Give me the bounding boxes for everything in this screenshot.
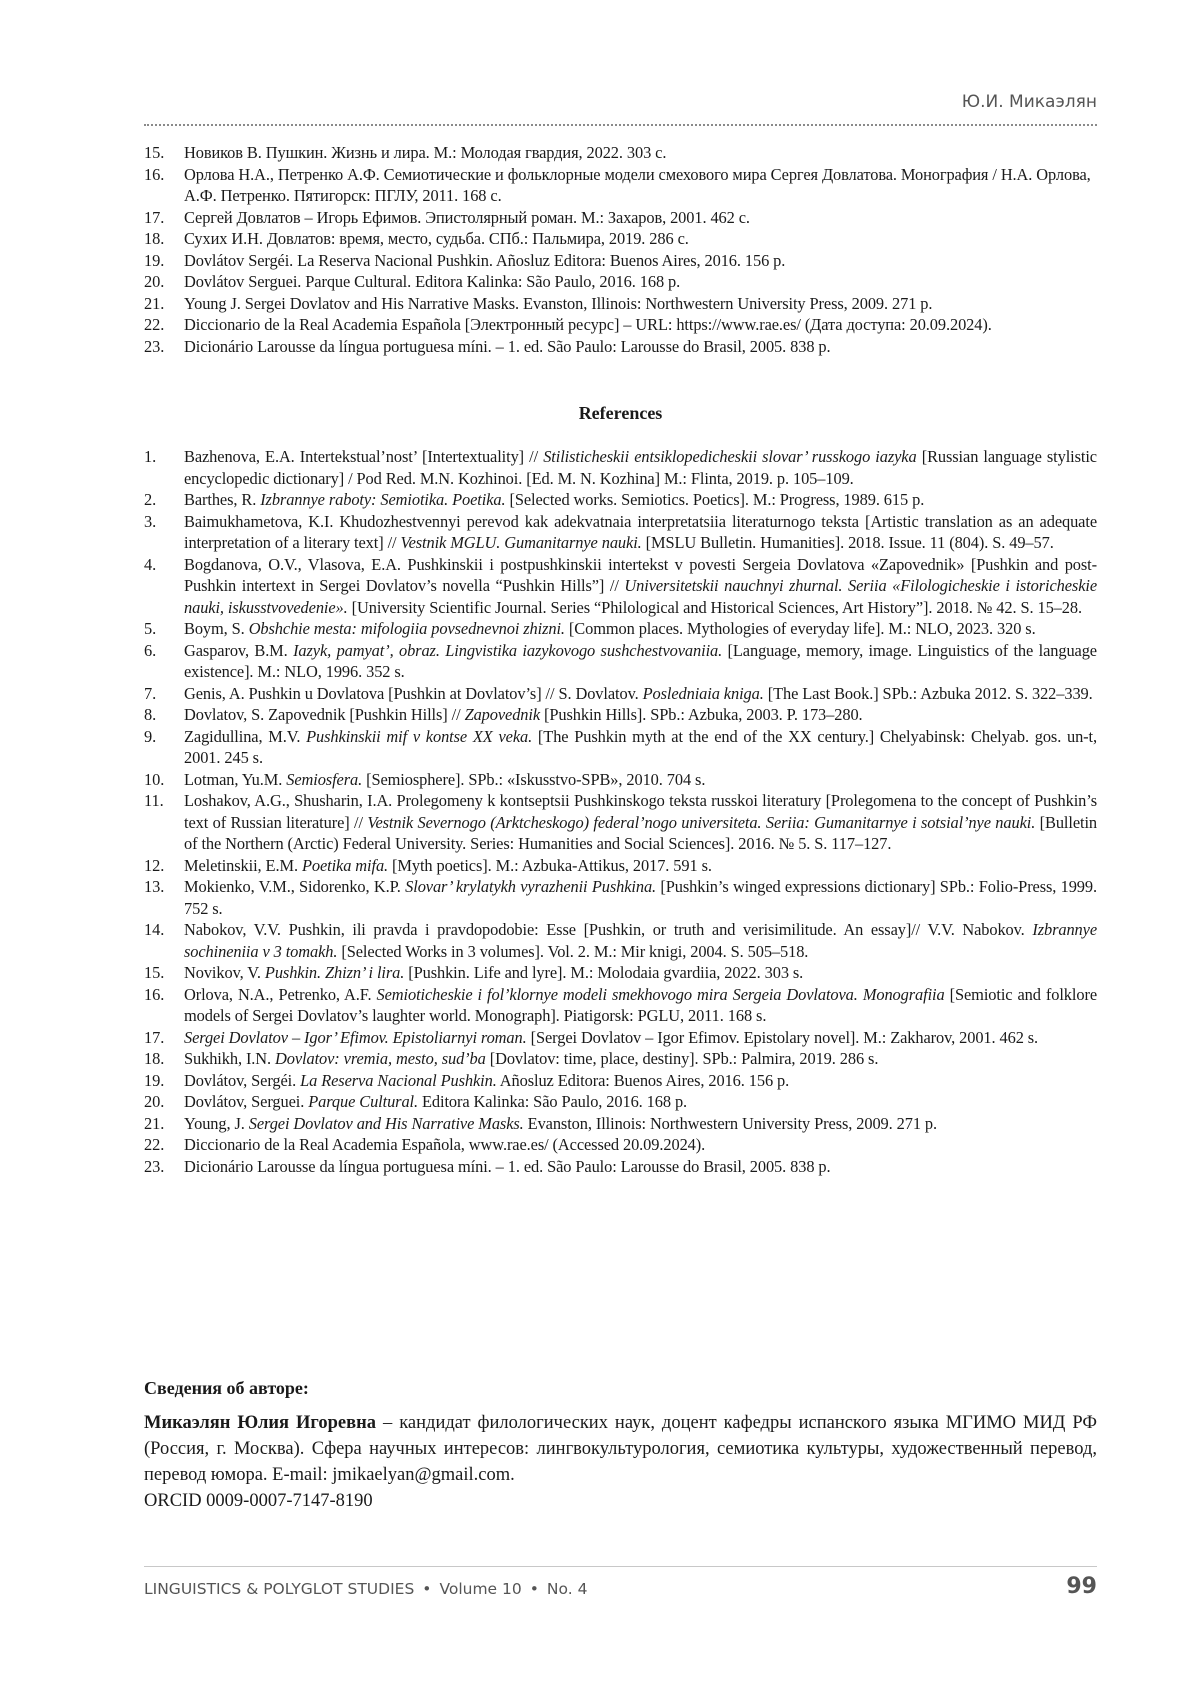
reference-text: [The Pushkin myth at the end of the XX century.] Chelyabinsk: Chelyab. gos. un-t, 2001. 245 s. (184, 726, 1097, 767)
reference-number: 15. (144, 143, 165, 162)
reference-text: Baimukhametova, K.I. Khudozhestvennyi perevod kak adekvatnaia interpretatsiia literaturnogo teksta [Artistic translation as an adequate interpretation of a literary text] // (184, 511, 1097, 552)
reference-text: [Pushkin. Life and lyre]. M.: Molodaia gvardiia, 2022. 303 s. (404, 963, 804, 982)
english-reference-entry (144, 489, 1097, 511)
english-reference-entry (144, 876, 1097, 919)
english-reference-entry (144, 511, 1097, 554)
reference-text: Mokienko, V.M., Sidorenko, K.P. (184, 877, 406, 896)
reference-text: Dovlátov, Sergéi. (184, 1070, 301, 1090)
english-reference-entry (144, 855, 1097, 877)
english-reference-entry (144, 984, 1097, 1027)
reference-number: 23. (144, 336, 165, 356)
reference-text: Barthes, R. (184, 490, 261, 509)
reference-title-italic: Izbrannye sochineniia v 3 tomakh. (184, 920, 1097, 961)
reference-text: Dicionário Larousse da língua portuguesa míni. – 1. ed. São Paulo: Larousse do Brasil, 2005. 838 p. (184, 1156, 831, 1176)
reference-text: [MSLU Bulletin. Humanities]. 2018. Issue. 11 (804). S. 49–57. (641, 533, 1054, 552)
author-name: Микаэлян Юлия Игоревна (144, 1413, 377, 1433)
reference-title-italic: Obshchie mesta: mifologiia povsednevnoi zhizni. (248, 619, 565, 638)
english-reference-entry (144, 1091, 1097, 1113)
english-reference-entry (144, 1027, 1097, 1049)
reference-title-italic: Zapovednik (464, 705, 541, 724)
russian-reference-entry (144, 164, 1097, 207)
reference-title-italic: Vestnik MGLU. Gumanitarnye nauki. (400, 533, 642, 552)
reference-text: Young, J. (184, 1113, 249, 1133)
english-reference-entry (144, 640, 1097, 683)
reference-text: [University Scientific Journal. Series “Philological and Historical Sciences, Art History”]. 2018. № 42. S. 15–28. (347, 597, 1082, 617)
reference-text: [Selected works. Semiotics. Poetics]. M.: Progress, 1989. 615 p. (505, 490, 925, 509)
english-reference-entry (144, 726, 1097, 769)
reference-text: [Common places. Mythologies of everyday life]. M.: NLO, 2023. 320 s. (564, 619, 1036, 638)
reference-text: [The Last Book.] SPb.: Azbuka 2012. S. 322–339. (763, 683, 1093, 703)
english-reference-entry (144, 1156, 1097, 1178)
reference-number: 6. (144, 640, 157, 660)
header-divider (144, 124, 1097, 126)
english-reference-entry (144, 1113, 1097, 1135)
english-reference-entry (144, 769, 1097, 791)
reference-title-italic: Izbrannye raboty: Semiotika. Poetika. (260, 490, 506, 509)
reference-title-italic: Poetika mifa. (301, 855, 389, 875)
english-reference-entry (144, 1134, 1097, 1156)
reference-text: Editora Kalinka: São Paulo, 2016. 168 p. (418, 1092, 688, 1111)
reference-number: 20. (144, 272, 165, 291)
reference-text: [Myth poetics]. M.: Azbuka-Attikus, 2017. 591 s. (388, 855, 712, 875)
reference-number: 19. (144, 1070, 165, 1090)
reference-text: Diccionario de la Real Academia Española, www.rae.es/ (Accessed 20.09.2024). (184, 1135, 706, 1154)
reference-number: 16. (144, 984, 165, 1004)
reference-number: 17. (144, 207, 165, 227)
russian-reference-entry (144, 336, 1097, 358)
reference-number: 7. (144, 683, 157, 703)
reference-text: Dovlátov Serguei. Parque Cultural. Editora Kalinka: São Paulo, 2016. 168 p. (184, 272, 681, 291)
russian-reference-entry (144, 314, 1097, 336)
reference-text: Young J. Sergei Dovlatov and His Narrative Masks. Evanston, Illinois: Northwestern University Press, 2009. 271 p. (184, 293, 933, 313)
footer-divider (144, 1566, 1097, 1567)
reference-title-italic: Slovar’ krylatykh vyrazhenii Pushkina. (405, 877, 657, 896)
reference-text: [Russian language stylistic encyclopedic dictionary] / Pod Red. M.N. Kozhinoi. [Ed. M. N. Kozhina] M.: Flinta, 2019. p. 105–109. (184, 447, 1097, 488)
reference-text: [Pushkin’s winged expressions dictionary] SPb.: Folio-Press, 1999. 752 s. (184, 877, 1097, 918)
russian-reference-entry (144, 293, 1097, 315)
reference-text: Новиков В. Пушкин. Жизнь и лира. М.: Молодая гвардия, 2022. 303 с. (184, 143, 667, 162)
russian-reference-entry (144, 142, 1097, 164)
reference-number: 19. (144, 250, 165, 270)
author-orcid: ORCID 0009-0007-7147-8190 (144, 1491, 373, 1511)
reference-number: 22. (144, 315, 165, 334)
reference-number: 11. (144, 791, 164, 810)
reference-text: Genis, A. Pushkin u Dovlatova [Pushkin at Dovlatov’s] // S. Dovlatov. (184, 683, 643, 703)
reference-number: 13. (144, 877, 165, 896)
reference-title-italic: Sergei Dovlatov and His Narrative Masks. (248, 1113, 524, 1133)
reference-title-italic: Vestnik Severnogo (Arktcheskogo) federal’nogo universiteta. Seriia: Gumanitarnye i sotsial’nye nauki. (367, 812, 1036, 832)
reference-text: Сухих И.Н. Довлатов: время, место, судьба. СПб.: Пальмира, 2019. 286 с. (184, 229, 689, 248)
footer-journal-info (144, 1580, 587, 1598)
english-reference-list (144, 446, 1097, 1177)
author-bio: – кандидат филологических наук, доцент кафедры испанского языка МГИМО МИД РФ (Россия, г. Москва). Сфера научных интересов: лингвокультурология, семиотика культуры, художественный перевод, перевод юмора. E-mail: jmikaelyan@gmail.com. (144, 1413, 1097, 1485)
reference-number: 3. (144, 511, 157, 531)
russian-reference-entry (144, 207, 1097, 229)
reference-number: 17. (144, 1027, 165, 1047)
reference-text: Dovlátov Sergéi. La Reserva Nacional Pushkin. Añosluz Editora: Buenos Aires, 2016. 156 p. (184, 250, 786, 270)
reference-title-italic: Parque Cultural. (308, 1092, 418, 1111)
reference-title-italic: Dovlatov: vremia, mesto, sud’ba (275, 1049, 486, 1068)
english-reference-entry (144, 1048, 1097, 1070)
running-head-author: Ю.И. Микаэлян (961, 92, 1097, 112)
reference-text: Diccionario de la Real Academia Española [Электронный ресурс] – URL: https://www.rae.es/ (Дата доступа: 20.09.2024). (184, 315, 992, 334)
reference-text: Meletinskii, E.M. (184, 855, 302, 875)
reference-text: [Dovlatov: time, place, destiny]. SPb.: Palmira, 2019. 286 s. (485, 1049, 879, 1068)
reference-title-italic: Pushkinskii mif v kontse XX veka. (306, 726, 533, 746)
reference-number: 20. (144, 1092, 165, 1111)
russian-reference-entry (144, 228, 1097, 250)
references-heading: References (578, 403, 663, 423)
reference-title-italic: La Reserva Nacional Pushkin. (300, 1070, 497, 1090)
reference-text: Nabokov, V.V. Pushkin, ili pravda i pravdopodobie: Esse [Pushkin, or truth and verisimilitude. An essay]// V.V. Nabokov. (184, 920, 1033, 939)
reference-text: Evanston, Illinois: Northwestern University Press, 2009. 271 p. (523, 1113, 938, 1133)
reference-text: Dicionário Larousse da língua portuguesa míni. – 1. ed. São Paulo: Larousse do Brasil, 2005. 838 p. (184, 336, 831, 356)
reference-text: Dovlatov, S. Zapovednik [Pushkin Hills] // (184, 705, 465, 724)
english-reference-entry (144, 919, 1097, 962)
reference-text: [Sergei Dovlatov – Igor Efimov. Epistolary novel]. M.: Zakharov, 2001. 462 s. (526, 1027, 1039, 1047)
journal-volume: Volume 10 (439, 1580, 522, 1598)
reference-number: 1. (144, 447, 157, 466)
separator-dot: • (422, 1580, 432, 1598)
reference-title-italic: Pushkin. Zhizn’ i lira. (264, 963, 405, 982)
reference-text: Loshakov, A.G., Shusharin, I.A. Prolegomeny k kontseptsii Pushkinskogo teksta russkoi literatury [Prolegomena to the concept of Pushkin’s text of Russian literature] // (184, 791, 1097, 832)
reference-title-italic: Iazyk, pamyat’, obraz. Lingvistika iazykovogo sushchestvovaniia. (293, 640, 723, 660)
reference-text: [Semiotic and folklore models of Sergei Dovlatov’s laughter world. Monograph]. Piatigorsk: PGLU, 2011. 168 s. (184, 984, 1097, 1025)
russian-reference-entry (144, 271, 1097, 293)
reference-text: Zagidullina, M.V. (184, 726, 307, 746)
english-reference-entry (144, 554, 1097, 619)
reference-text: Novikov, V. (184, 963, 265, 982)
reference-text: Bazhenova, E.A. Intertekstual’nost’ [Intertextuality] // (184, 447, 544, 466)
reference-number: 15. (144, 963, 165, 982)
reference-text: [Bulletin of the Northern (Arctic) Federal University. Series: Humanities and Social Sciences]. 2016. № 5. S. 117–127. (184, 812, 1098, 853)
reference-number: 12. (144, 855, 165, 875)
english-reference-entry (144, 704, 1097, 726)
reference-number: 4. (144, 554, 157, 574)
reference-title-italic: Posledniaia kniga. (642, 683, 764, 703)
english-reference-entry (144, 1070, 1097, 1092)
reference-text: Sukhikh, I.N. (184, 1049, 276, 1068)
journal-name: LINGUISTICS & POLYGLOT STUDIES (144, 1580, 415, 1598)
reference-number: 23. (144, 1156, 165, 1176)
russian-reference-entry (144, 250, 1097, 272)
russian-reference-list (144, 142, 1097, 357)
separator-dot: • (529, 1580, 539, 1598)
reference-text: Сергей Довлатов – Игорь Ефимов. Эпистолярный роман. М.: Захаров, 2001. 462 с. (184, 207, 750, 227)
reference-text: Boym, S. (184, 619, 249, 638)
reference-text: Orlova, N.A., Petrenko, A.F. (184, 984, 377, 1004)
reference-number: 2. (144, 490, 157, 509)
reference-number: 14. (144, 920, 165, 939)
reference-text: Орлова Н.А., Петренко А.Ф. Семиотические и фольклорные модели смехового мира Сергея Довлатова. Монография / Н.А. Орлова, А.Ф. Петренко. Пятигорск: ПГЛУ, 2011. 168 с. (184, 164, 1091, 205)
reference-number: 21. (144, 1113, 165, 1133)
author-info (144, 1410, 1097, 1514)
reference-text: [Language, memory, image. Linguistics of the language existence]. M.: NLO, 1996. 352 s. (184, 640, 1097, 681)
author-info-heading: Сведения об авторе: (144, 1378, 309, 1398)
reference-text: Lotman, Yu.M. (184, 769, 287, 789)
reference-number: 10. (144, 769, 165, 789)
english-reference-entry (144, 446, 1097, 489)
journal-issue: No. 4 (546, 1580, 588, 1598)
reference-number: 8. (144, 705, 157, 724)
reference-text: Dovlátov, Serguei. (184, 1092, 309, 1111)
reference-title-italic: Stilisticheskii entsiklopedicheskii slovar’ russkogo iazyka (543, 447, 917, 466)
reference-number: 16. (144, 164, 165, 184)
english-reference-entry (144, 683, 1097, 705)
reference-text: Gasparov, B.M. (184, 640, 294, 660)
reference-number: 9. (144, 726, 157, 746)
reference-number: 5. (144, 619, 157, 638)
reference-title-italic: Sergei Dovlatov – Igor’ Efimov. Epistoliarnyi roman. (184, 1027, 527, 1047)
english-reference-entry (144, 790, 1097, 855)
reference-text: Añosluz Editora: Buenos Aires, 2016. 156 p. (496, 1070, 790, 1090)
reference-number: 21. (144, 293, 165, 313)
reference-title-italic: Semiosfera. (286, 769, 363, 789)
reference-text: [Pushkin Hills]. SPb.: Azbuka, 2003. P. 173–280. (540, 705, 863, 724)
page-number: 99 (1066, 1574, 1097, 1599)
english-reference-entry (144, 962, 1097, 984)
reference-text: [Selected Works in 3 volumes]. Vol. 2. M.: Mir knigi, 2004. S. 505–518. (337, 941, 809, 961)
reference-number: 18. (144, 229, 165, 248)
english-reference-entry (144, 618, 1097, 640)
reference-title-italic: Semioticheskie i fol’klornye modeli smekhovogo mira Sergeia Dovlatova. Monografiia (376, 984, 945, 1004)
reference-number: 22. (144, 1135, 165, 1154)
reference-text: [Semiosphere]. SPb.: «Iskusstvo-SPB», 2010. 704 s. (362, 769, 706, 789)
reference-number: 18. (144, 1049, 165, 1068)
reference-title-italic: Universitetskii nauchnyi zhurnal. Seriia «Filologicheskie i istoricheskie nauki, iskusstvovedenie». (184, 576, 1097, 617)
reference-text: Bogdanova, O.V., Vlasova, E.A. Pushkinskii i postpushkinskii intertekst v povesti Sergeia Dovlatova «Zapovednik» [Pushkin and post-Pushkin intertext in Sergei Dovlatov’s novella “Pushkin Hills”] // (184, 554, 1097, 595)
